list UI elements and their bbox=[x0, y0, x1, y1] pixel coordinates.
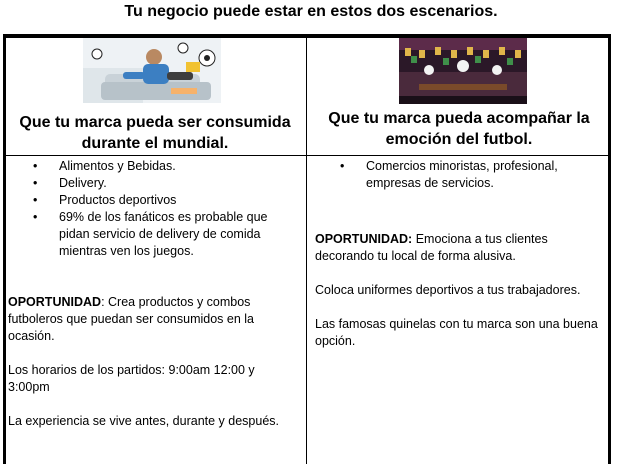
right-bullet-list bbox=[315, 158, 601, 192]
uniforms-text: Coloca uniformes deportivos a tus trabajadores. bbox=[315, 283, 581, 297]
quinelas-text: Las famosas quinelas con tu marca son una buena opción. bbox=[315, 317, 598, 348]
list-item: • Comercios minoristas, profesional, empresas de servicios. bbox=[315, 158, 601, 192]
sofa-fan-image bbox=[83, 38, 221, 103]
right-heading: Que tu marca pueda acompañar la emoción del futbol. bbox=[328, 110, 590, 148]
left-heading: Que tu marca pueda ser consumida durante el mundial. bbox=[19, 114, 291, 152]
row-divider bbox=[3, 155, 611, 156]
opportunity-text: : Crea productos y combos futboleros que puedan ser consumidos en la ocasión. bbox=[8, 295, 254, 343]
left-bullet-list bbox=[8, 158, 296, 260]
list-item: • 69% de los fanáticos es probable que pidan servicio de delivery de comida mientras ven los juegos. bbox=[8, 209, 296, 260]
list-item: • Productos deportivos bbox=[8, 192, 296, 209]
opportunity-label: OPORTUNIDAD: bbox=[315, 232, 413, 246]
page-title: Tu negocio puede estar en estos dos escenarios. bbox=[124, 3, 498, 20]
opportunity-text: Emociona a tus clientes decorando tu local de forma alusiva. bbox=[315, 232, 548, 263]
football-bar-image bbox=[399, 38, 527, 104]
match-schedule: Los horarios de los partidos: 9:00am 12:00 y 3:00pm bbox=[8, 363, 255, 394]
list-item: • Delivery. bbox=[8, 175, 296, 192]
opportunity-label: OPORTUNIDAD bbox=[8, 295, 102, 309]
left-column bbox=[8, 158, 296, 430]
right-opportunity bbox=[315, 231, 601, 265]
left-opportunity bbox=[8, 294, 296, 345]
experience-text: La experiencia se vive antes, durante y después. bbox=[8, 414, 280, 428]
column-divider bbox=[306, 34, 307, 464]
list-item: • Alimentos y Bebidas. bbox=[8, 158, 296, 175]
right-column bbox=[315, 158, 601, 350]
